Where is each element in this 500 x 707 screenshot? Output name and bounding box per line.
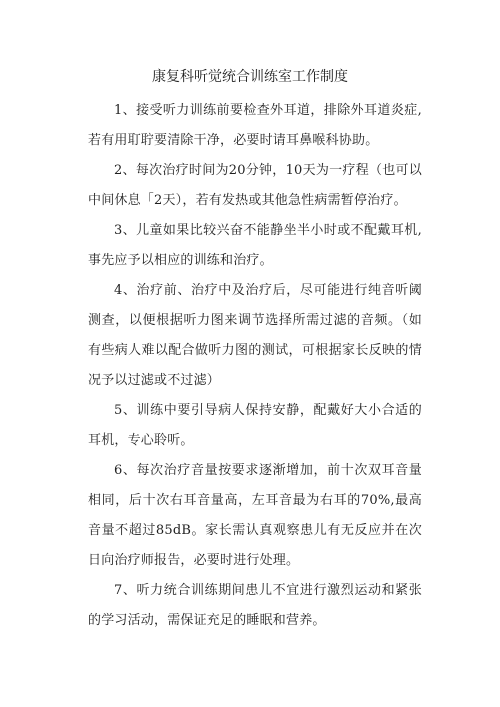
document-body xyxy=(88,96,422,636)
paragraph-6: 6、每次治疗音量按要求逐渐增加，前十次双耳音量相同，后十次右耳音量高，左耳音最为右耳的70%,最高音量不超过85dB。家长需认真观察患儿有无反应并在次日向治疗师报告，必要时进行处理。 xyxy=(88,463,422,568)
page-title: 康复科听觉统合训练室工作制度 xyxy=(152,69,348,85)
paragraph-4: 4、治疗前、治疗中及治疗后，尽可能进行纯音听阈测查，以便根据听力图来调节选择所需过滤的音频。（如有些病人难以配合做听力图的测试，可根据家长反映的情况予以过滤或不过滤） xyxy=(88,283,422,388)
paragraph-2: 2、每次治疗时间为20分钟，10天为一疗程（也可以中间休息「2天），若有发热或其他急性病需暂停治疗。 xyxy=(88,163,422,208)
paragraph-7: 7、听力统合训练期间患儿不宜进行激烈运动和紧张的学习活动，需保证充足的睡眠和营养。 xyxy=(88,583,422,628)
paragraph-3: 3、儿童如果比较兴奋不能静坐半小时或不配戴耳机,事先应予以相应的训练和治疗。 xyxy=(88,223,422,268)
paragraph-1: 1、接受听力训练前要检查外耳道，排除外耳道炎症,若有用耵聍要清除干净，必要时请耳鼻喉科协助。 xyxy=(88,103,422,148)
paragraph-5: 5、训练中要引导病人保持安静，配戴好大小合适的耳机，专心聆听。 xyxy=(88,403,422,448)
